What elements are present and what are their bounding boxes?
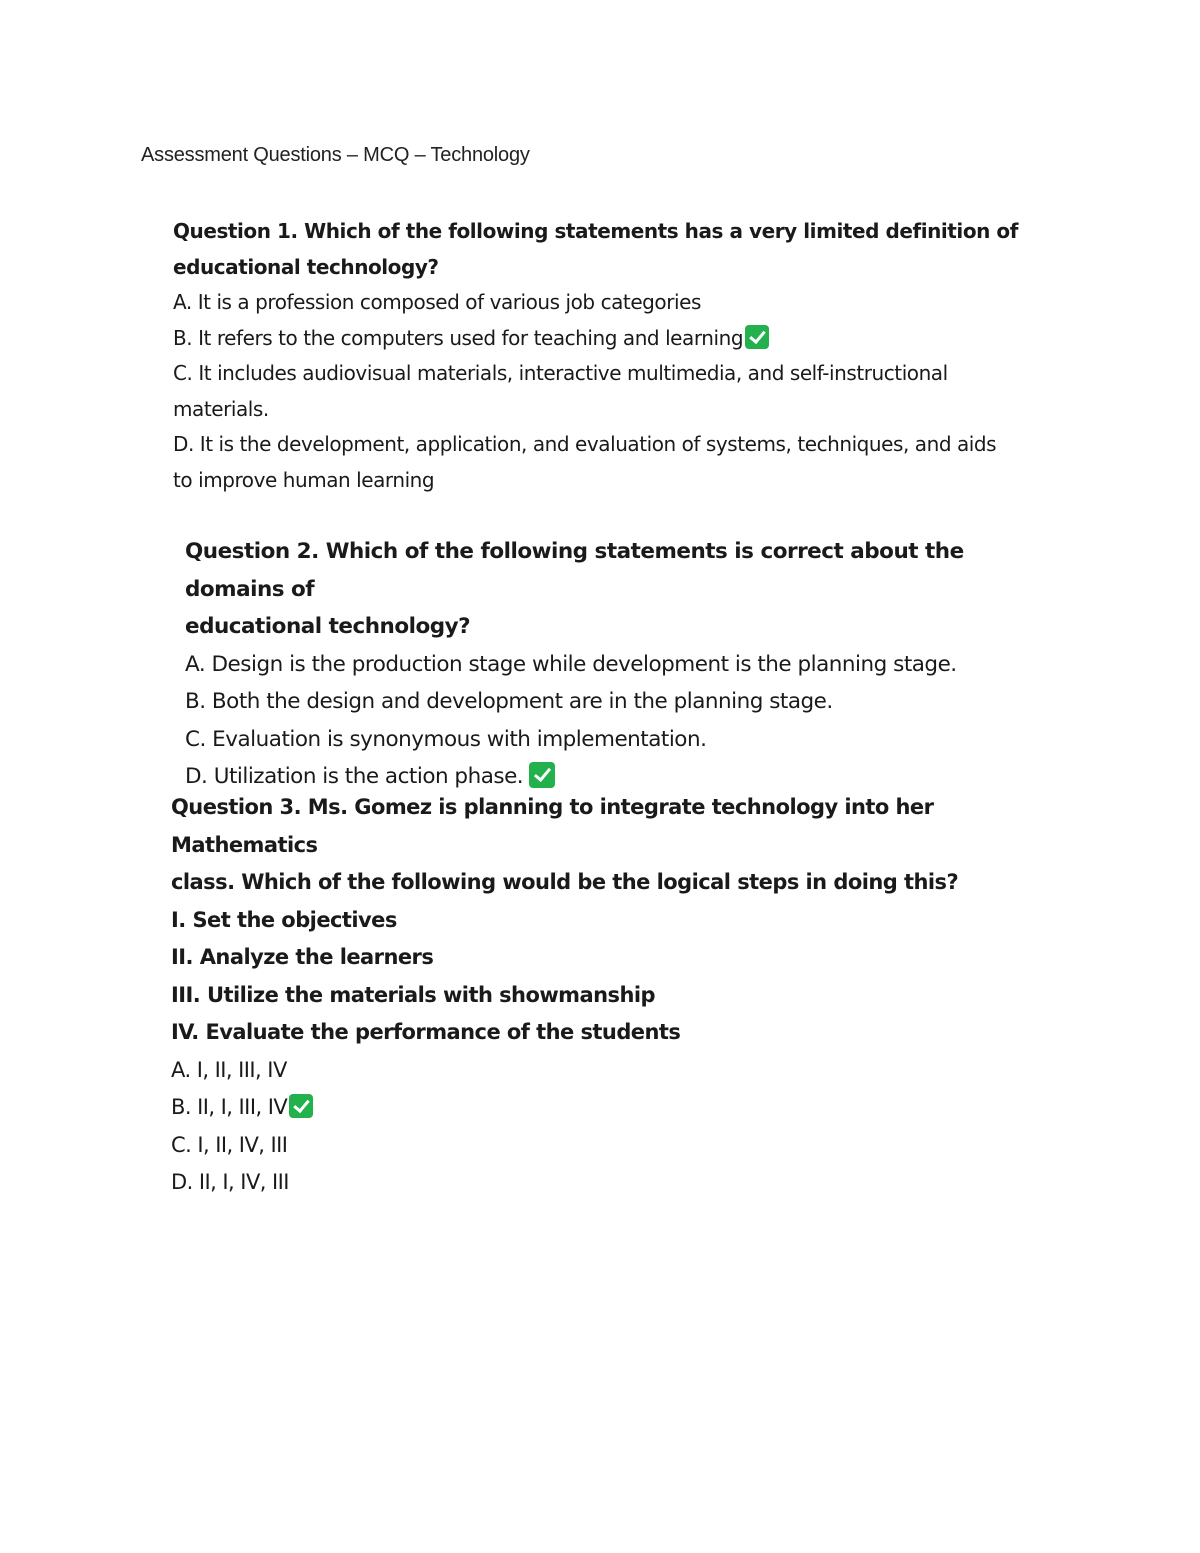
option-text: C. Evaluation is synonymous with implementation. xyxy=(185,726,707,752)
question-2-option-c xyxy=(185,721,1065,759)
question-3-step-4: IV. Evaluate the performance of the students xyxy=(171,1020,681,1044)
option-text: A. It is a profession composed of various job categories xyxy=(173,290,701,314)
question-3-stem-line-1: Question 3. Ms. Gomez is planning to integrate technology into her Mathematics xyxy=(171,795,934,857)
question-1-stem-line-2: educational technology? xyxy=(173,254,439,279)
option-text: C. I, II, IV, III xyxy=(171,1132,288,1157)
option-text: D. It is the development, application, and evaluation of systems, techniques, and aids xyxy=(173,432,997,456)
option-text: D. II, I, IV, III xyxy=(171,1170,289,1194)
question-3-step-2: II. Analyze the learners xyxy=(171,945,434,969)
check-mark-icon xyxy=(745,325,769,349)
option-text: materials. xyxy=(173,396,269,421)
question-2-stem-line-2: educational technology? xyxy=(185,614,471,639)
question-3-step-3: III. Utilize the materials with showmanship xyxy=(171,982,656,1007)
question-3-option-b xyxy=(171,1089,1051,1127)
question-3-option-a xyxy=(171,1052,1051,1090)
option-text: A. I, II, III, IV xyxy=(171,1057,287,1082)
option-text: C. It includes audiovisual materials, interactive multimedia, and self-instructional xyxy=(173,361,948,385)
question-1-option-c xyxy=(173,356,1053,392)
question-3-option-c xyxy=(171,1127,1051,1165)
question-3-step-1: I. Set the objectives xyxy=(171,907,397,932)
question-1-option-d xyxy=(173,427,1053,463)
option-text: to improve human learning xyxy=(173,467,435,492)
check-mark-icon xyxy=(289,1094,313,1118)
check-mark-icon xyxy=(529,762,555,788)
question-1-option-a xyxy=(173,285,1053,321)
option-text: A. Design is the production stage while development is the planning stage. xyxy=(185,651,957,677)
question-3 xyxy=(171,789,1051,1202)
question-1-option-c-continued xyxy=(173,392,1053,428)
question-3-stem-line-2: class. Which of the following would be the logical steps in doing this? xyxy=(171,870,959,894)
question-2-stem-line-1: Question 2. Which of the following statements is correct about the domains of xyxy=(185,539,964,602)
question-2-option-a xyxy=(185,646,1065,684)
question-3-option-d xyxy=(171,1164,1051,1202)
question-1-option-b xyxy=(173,321,1053,357)
option-text: B. II, I, III, IV xyxy=(171,1095,288,1119)
option-text: D. Utilization is the action phase. xyxy=(185,764,524,789)
question-1 xyxy=(173,214,1053,498)
question-1-stem-line-1: Question 1. Which of the following statements has a very limited definition of xyxy=(173,219,1018,243)
page-title: Assessment Questions – MCQ – Technology xyxy=(141,144,530,166)
question-2 xyxy=(185,533,1065,796)
question-1-option-d-continued xyxy=(173,463,1053,499)
option-text: B. It refers to the computers used for teaching and learning xyxy=(173,325,744,350)
option-text: B. Both the design and development are in the planning stage. xyxy=(185,689,833,714)
question-2-option-b xyxy=(185,683,1065,721)
